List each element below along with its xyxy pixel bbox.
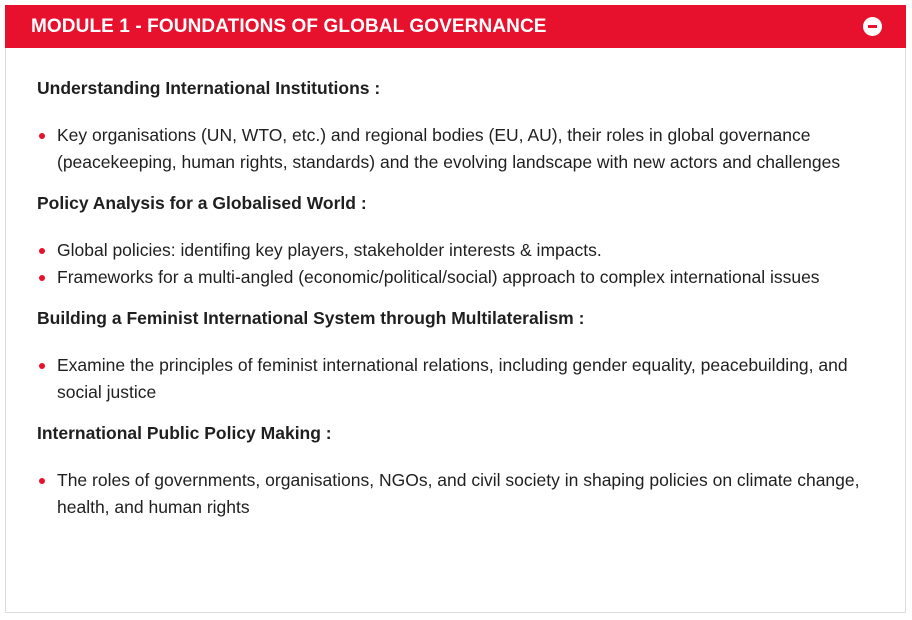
module-title: MODULE 1 - FOUNDATIONS OF GLOBAL GOVERNANCE bbox=[31, 15, 547, 37]
bullet-item: The roles of governments, organisations, NGOs, and civil society in shaping policies on climate change, health, and human rights bbox=[37, 467, 887, 521]
bullet-item: Key organisations (UN, WTO, etc.) and regional bodies (EU, AU), their roles in global governance (peacekeeping, human rights, standards) and the evolving landscape with new actors and challenges bbox=[37, 122, 887, 176]
bullet-list bbox=[37, 352, 887, 406]
bullet-list bbox=[37, 237, 887, 291]
bullet-item: Global policies: identifing key players, stakeholder interests & impacts. bbox=[37, 237, 887, 264]
bullet-list bbox=[37, 467, 887, 521]
bullet-item: Examine the principles of feminist international relations, including gender equality, peacebuilding, and social justice bbox=[37, 352, 887, 406]
section-title: Understanding International Institutions : bbox=[37, 78, 381, 98]
accordion-body bbox=[37, 77, 887, 521]
bullet-item: Frameworks for a multi-angled (economic/political/social) approach to complex international issues bbox=[37, 264, 887, 291]
minus-circle-icon[interactable] bbox=[863, 17, 882, 36]
bullet-list bbox=[37, 122, 887, 176]
section-title: Building a Feminist International System through Multilateralism : bbox=[37, 308, 585, 328]
module-accordion bbox=[5, 5, 906, 613]
accordion-header[interactable] bbox=[5, 5, 906, 48]
section-title: International Public Policy Making : bbox=[37, 423, 332, 443]
section-title: Policy Analysis for a Globalised World : bbox=[37, 193, 367, 213]
